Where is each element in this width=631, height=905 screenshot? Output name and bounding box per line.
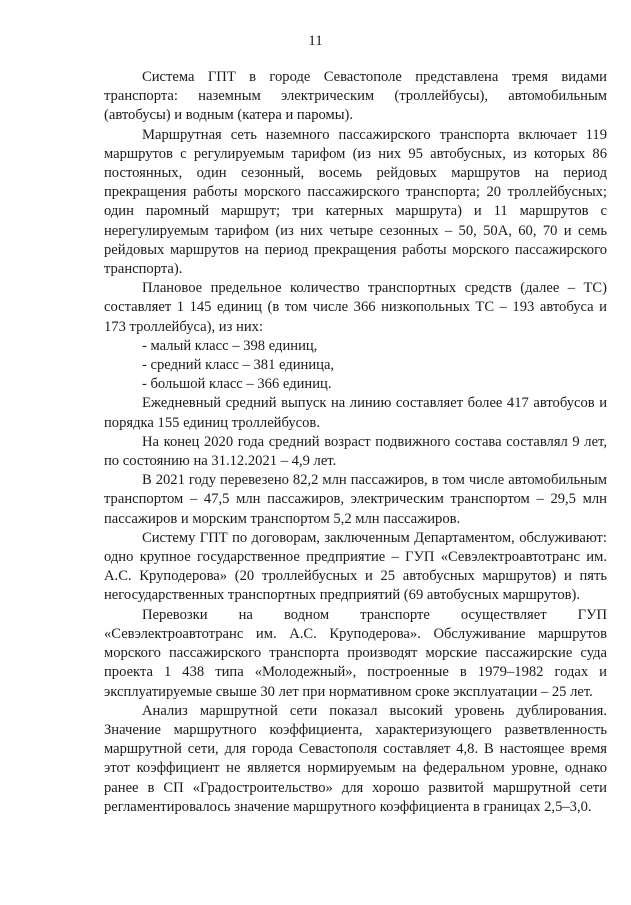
list-item-large-class: - большой класс – 366 единиц. bbox=[142, 376, 332, 393]
page-number: 11 bbox=[308, 33, 323, 49]
paragraph-daily-output: Ежедневный средний выпуск на линию составляет более 417 автобусов и порядка 155 единиц троллейбусов. bbox=[104, 395, 607, 431]
list-item-small-class: - малый класс – 398 единиц, bbox=[142, 337, 318, 354]
paragraph-operators: Систему ГПТ по договорам, заключенным Департаментом, обслуживают: одно крупное государственное предприятие – ГУП «Севэлектроавтотранс им. А.С. Круподерова» (20 троллейбусных и 25 автобусных маршрутов) и пять негосударственных транспортных предприятий (69 автобусных маршрутов). bbox=[104, 529, 607, 604]
paragraph-vehicle-count: Плановое предельное количество транспортных средств (далее – ТС) составляет 1 145 единиц (в том числе 366 низкопольных ТС – 193 автобуса и 173 троллейбуса), из них: bbox=[104, 280, 607, 335]
paragraph-water-transport: Перевозки на водном транспорте осуществляет ГУП «Севэлектроавтотранс им. А.С. Круподерова». Обслуживание маршрутов морского пассажирского транспорта производят морские пассажирские суда проекта 1 438 типа «Молодежный», построенные в 1979–1982 годах и эксплуатируемые свыше 30 лет при нормативном сроке эксплуатации – 25 лет. bbox=[104, 606, 607, 700]
document-body bbox=[104, 68, 607, 817]
paragraph-transport-system: Система ГПТ в городе Севастополе представлена тремя видами транспорта: наземным электрическим (троллейбусы), автомобильным (автобусы) и водным (катера и паромы). bbox=[104, 69, 607, 124]
list-item-medium-class: - средний класс – 381 единица, bbox=[142, 357, 335, 374]
paragraph-passengers-2021: В 2021 году перевезено 82,2 млн пассажиров, в том числе автомобильным транспортом – 47,5 млн пассажиров, электрическим транспортом – 29,5 млн пассажиров и морским транспортом 5,2 млн пассажиров. bbox=[104, 472, 607, 527]
paragraph-route-network: Маршрутная сеть наземного пассажирского транспорта включает 119 маршрутов с регулируемым тарифом (из них 95 автобусных, из которых 86 постоянных, один сезонный, восемь рейдовых маршрутов на период прекращения работы морского пассажирского транспорта; 20 троллейбусных; один паромный маршрут; три катерных маршрута) и 11 маршрутов с нерегулируемым тарифом (из них четыре сезонных – 50, 50А, 60, 70 и семь рейдовых маршрутов на период прекращения работы морского пассажирского транспорта). bbox=[104, 126, 607, 278]
paragraph-fleet-age: На конец 2020 года средний возраст подвижного состава составлял 9 лет, по состоянию на 31.12.2021 – 4,9 лет. bbox=[104, 433, 607, 470]
paragraph-route-analysis: Анализ маршрутной сети показал высокий уровень дублирования. Значение маршрутного коэффициента, характеризующего разветвленность маршрутной сети, для города Севастополя составляет 4,8. В настоящее время этот коэффициент не является нормируемым на федеральном уровне, однако ранее в СП «Градостроительство» для хорошо развитой маршрутной сети регламентировалось значение маршрутного коэффициента в границах 2,5–3,0. bbox=[104, 702, 607, 815]
